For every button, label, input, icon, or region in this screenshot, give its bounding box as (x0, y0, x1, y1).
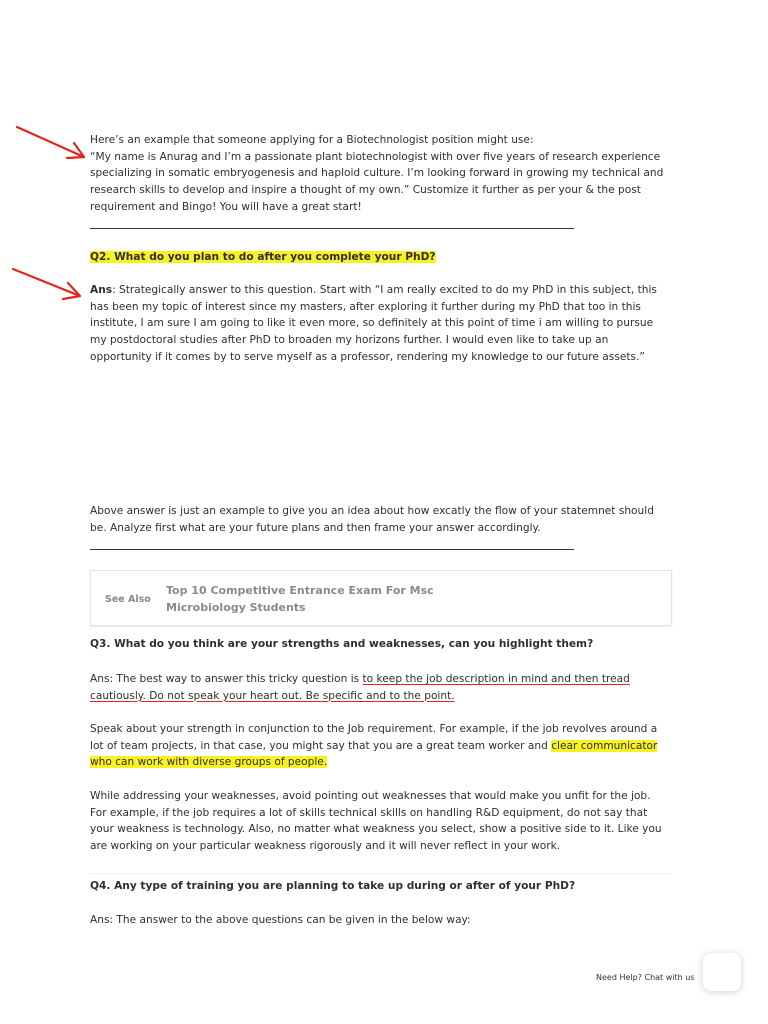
q2-followup (90, 503, 670, 536)
q2-question: Q2. What do you plan to do after you complete your PhD? (90, 251, 436, 263)
q3-weakness-text: While addressing your weaknesses, avoid pointing out weaknesses that would make you unfit for the job. For example, if the job requires a lot of skills technical skills on handling R&D equipment, do not say that your weakness is technology. Also, no matter what weakness you select, show a positive side to it. Like you are working on your particular weakness rigorously and it will never reflect in your work. (90, 790, 662, 853)
q3-strength-paragraph (90, 721, 670, 771)
q3-strength-highlight: clear communicator who can work with diverse groups of people. (90, 739, 658, 769)
see-also-card[interactable] (90, 570, 672, 626)
q2-answer (90, 282, 670, 366)
see-also-label: See Also (105, 594, 151, 605)
q2-heading (90, 249, 670, 266)
q3-heading (90, 636, 670, 653)
q4-question: Q4. Any type of training you are planning to take up during or after of your PhD? (90, 880, 576, 892)
q3-strength-text: Speak about your strength in conjunction to the Job requirement. For example, if the job revolves around a lot of team projects, in that case, you might say that you are a great team worker and (90, 723, 658, 752)
divider-line (90, 549, 574, 550)
q4-heading (90, 878, 670, 895)
q2-followup-text: Above answer is just an example to give you an idea about how excatly the flow of your statemnet should be. Analyze first what are your future plans and then frame your answer accordingly. (90, 505, 654, 534)
q4-answer (90, 912, 670, 929)
q3-question: Q3. What do you think are your strengths and weaknesses, can you highlight them? (90, 638, 594, 650)
chat-button[interactable] (703, 953, 741, 991)
q3-answer (90, 671, 670, 704)
red-arrow-icon (10, 266, 86, 302)
q2-answer-text: : Strategically answer to this question. Start with “I am really excited to do my PhD in this subject, this has been my topic of interest since my masters, after exploring it further during my PhD that too in this institute, I am sure I am going to like it even more, so definitely at this point of time i am willing to pursue my postdoctoral studies after PhD to broaden my horizons further. I would even like to take up an opportunity if it comes by to serve myself as a professor, rendering my knowledge to our future assets.” (90, 284, 657, 363)
q3-answer-underlined: to keep the job description in mind and then tread cautiously. Do not speak your heart out. Be specific and to the point. (90, 673, 630, 702)
divider-line (90, 228, 574, 229)
ans-label: Ans (90, 284, 113, 296)
section-divider (90, 873, 672, 874)
help-chat-text[interactable]: Need Help? Chat with us (596, 973, 695, 982)
intro-quote: “My name is Anurag and I’m a passionate plant biotechnologist with over five years of research experience specializing in somatic embryogenesis and haploid culture. I’m looking forward in growing my technical and research skills to develop and inspire a thought of my own.” Customize it further as per your & the post requirement and Bingo! You will have a great start! (90, 150, 664, 213)
red-arrow-icon (14, 124, 90, 164)
q4-answer-text: Ans: The answer to the above questions can be given in the below way: (90, 914, 471, 926)
intro-lead: Here’s an example that someone applying for a Biotechnologist position might use: (90, 134, 534, 146)
intro-section (90, 132, 670, 216)
q3-weakness-paragraph (90, 788, 670, 855)
q3-answer-text: Ans: The best way to answer this tricky question is (90, 673, 363, 685)
see-also-link[interactable]: Top 10 Competitive Entrance Exam For Msc Microbiology Students (166, 584, 434, 614)
